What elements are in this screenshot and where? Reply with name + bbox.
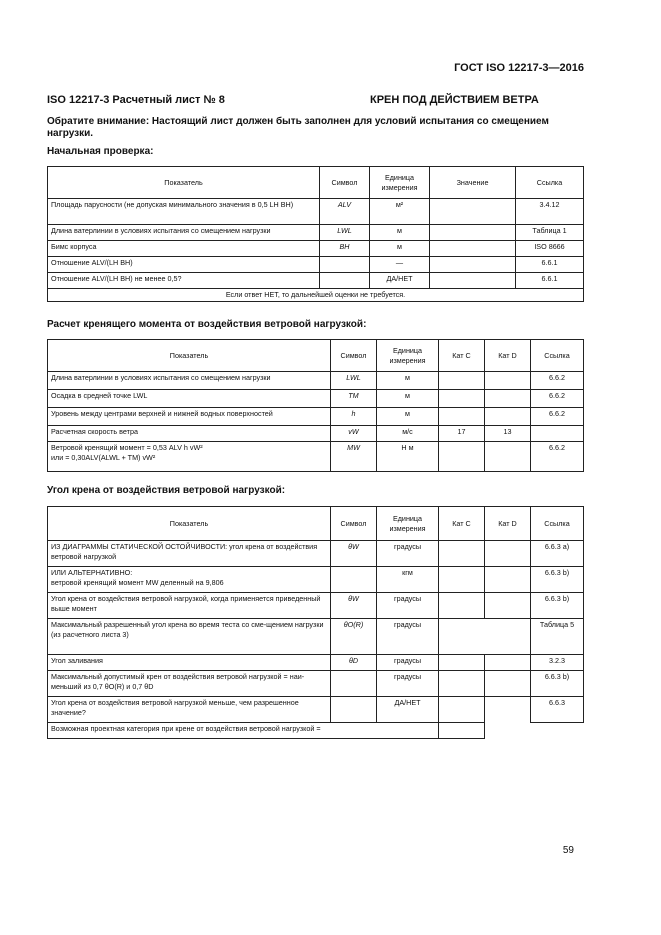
column-header: Единица измерения: [377, 340, 439, 372]
column-header: Показатель: [48, 167, 320, 199]
row-unit: м²: [370, 199, 430, 225]
row-symbol: h: [331, 408, 377, 426]
row-symbol: [331, 567, 377, 593]
table-row: [48, 541, 584, 567]
cat-c-value[interactable]: [439, 390, 485, 408]
cat-c-value[interactable]: [439, 442, 485, 472]
row-value[interactable]: [430, 273, 516, 289]
section3-title: Угол крена от воздействия ветровой нагрузкой:: [47, 485, 286, 496]
row-label: Длина ватерлинии в условиях испытания со смещением нагрузки: [48, 225, 320, 241]
row-unit: м: [370, 225, 430, 241]
final-value[interactable]: [439, 723, 485, 739]
row-symbol: BH: [320, 241, 370, 257]
row-unit: м: [377, 408, 439, 426]
row-value[interactable]: [430, 225, 516, 241]
row-label: Бимс корпуса: [48, 241, 320, 257]
table-row: [48, 567, 584, 593]
initial-check-table: [47, 166, 584, 302]
table-row: [48, 671, 584, 697]
row-reference: 6.6.1: [516, 273, 584, 289]
row-unit: м: [377, 372, 439, 390]
footer-note: Если ответ НЕТ, то дальнейшей оценки не требуется.: [48, 289, 584, 302]
table-row: [48, 225, 584, 241]
column-header: Ссылка: [531, 340, 584, 372]
row-reference: 6.6.2: [531, 442, 584, 472]
table-row: [48, 241, 584, 257]
column-header: Кат D: [485, 507, 531, 541]
table-row: [48, 199, 584, 225]
row-unit: м: [370, 241, 430, 257]
row-label: Максимальный разрешенный угол крена во время теста со сме-щением нагрузки (из расчетного листа 3): [48, 619, 331, 655]
row-label: Отношение ALV/(LH BH): [48, 257, 320, 273]
row-label: Угол крена от воздействия ветровой нагрузкой меньше, чем разрешенное значение?: [48, 697, 331, 723]
table-row: [48, 442, 584, 472]
table-row: [48, 372, 584, 390]
row-label: ИЗ ДИАГРАММЫ СТАТИЧЕСКОЙ ОСТОЙЧИВОСТИ: угол крена от воздействия ветровой нагрузкой: [48, 541, 331, 567]
row-symbol: [320, 257, 370, 273]
cat-d-value[interactable]: [485, 390, 531, 408]
section2-title: Расчет кренящего момента от воздействия ветровой нагрузкой:: [47, 319, 367, 330]
row-symbol: LWL: [320, 225, 370, 241]
cat-d-value[interactable]: [485, 408, 531, 426]
row-unit: градусы: [377, 541, 439, 567]
sheet-title: ISO 12217-3 Расчетный лист № 8: [47, 94, 225, 106]
cat-c-value[interactable]: [439, 593, 485, 619]
final-label: Возможная проектная категория при крене от воздействия ветровой нагрузкой =: [48, 723, 439, 739]
row-unit: ДА/НЕТ: [370, 273, 430, 289]
row-symbol: θO(R): [331, 619, 377, 655]
row-reference: 6.6.3: [531, 697, 584, 723]
column-header: Кат D: [485, 340, 531, 372]
header-row: [48, 340, 584, 372]
heeling-moment-table: [47, 339, 584, 472]
row-symbol: [331, 671, 377, 697]
row-value[interactable]: [430, 199, 516, 225]
row-label: ИЛИ АЛЬТЕРНАТИВНО: ветровой кренящий момент MW деленный на 9,806: [48, 567, 331, 593]
table-row: [48, 593, 584, 619]
cat-c-value[interactable]: [439, 567, 485, 593]
table-row: [48, 273, 584, 289]
column-header: Значение: [430, 167, 516, 199]
empty-cell: [485, 697, 531, 723]
heel-angle-table: [47, 506, 584, 739]
row-label: Угол заливания: [48, 655, 331, 671]
row-reference: ISO 8666: [516, 241, 584, 257]
row-reference: 6.6.3 b): [531, 593, 584, 619]
row-reference: 6.6.2: [531, 372, 584, 390]
row-label: Площадь парусности (не допуская минимального значения в 0,5 LH BH): [48, 199, 320, 225]
standard-number: ГОСТ ISO 12217-3—2016: [454, 62, 584, 74]
header-row: [48, 507, 584, 541]
table-row: [48, 390, 584, 408]
cat-c-value[interactable]: [439, 671, 485, 697]
row-symbol: vW: [331, 426, 377, 442]
row-unit: м: [377, 390, 439, 408]
row-label: Уровень между центрами верхней и нижней водных поверхностей: [48, 408, 331, 426]
note-text: Обратите внимание: Настоящий лист должен быть заполнен для условий испытания со смещением нагрузки.: [47, 116, 549, 139]
row-symbol: [320, 273, 370, 289]
column-header: Показатель: [48, 507, 331, 541]
answer-value[interactable]: [439, 697, 485, 723]
row-reference: 6.6.1: [516, 257, 584, 273]
row-reference: Таблица 5: [531, 619, 584, 655]
table-row: [48, 426, 584, 442]
row-value[interactable]: [430, 241, 516, 257]
row-reference: 6.6.2: [531, 390, 584, 408]
column-header: Символ: [331, 507, 377, 541]
row-unit: градусы: [377, 655, 439, 671]
row-symbol: θD: [331, 655, 377, 671]
column-header: Единица измерения: [377, 507, 439, 541]
table-row: [48, 619, 584, 655]
merged-value[interactable]: [439, 619, 531, 655]
cat-c-value[interactable]: [439, 408, 485, 426]
row-symbol: LWL: [331, 372, 377, 390]
row-label: Максимальный допустимый крен от воздействия ветровой нагрузкой = наи-меньший из 0,7 θO(R) и 0,7 θD: [48, 671, 331, 697]
row-label: Расчетная скорость ветра: [48, 426, 331, 442]
row-symbol: MW: [331, 442, 377, 472]
cat-d-value[interactable]: [485, 372, 531, 390]
row-unit: градусы: [377, 671, 439, 697]
table-row: [48, 257, 584, 273]
row-unit: градусы: [377, 619, 439, 655]
row-label: Угол крена от воздействия ветровой нагрузкой, когда применяется приведенный выше момент: [48, 593, 331, 619]
cat-d-value[interactable]: [485, 671, 531, 697]
row-unit: кгм: [377, 567, 439, 593]
empty-cell: [485, 723, 531, 739]
row-reference: 3.4.12: [516, 199, 584, 225]
column-header: Единица измерения: [370, 167, 430, 199]
row-reference: 3.2.3: [531, 655, 584, 671]
column-header: Ссылка: [516, 167, 584, 199]
row-reference: Таблица 1: [516, 225, 584, 241]
footer-row: [48, 289, 584, 302]
table-row: [48, 697, 584, 723]
cat-c-value[interactable]: [439, 655, 485, 671]
row-reference: 6.6.3 b): [531, 671, 584, 697]
cat-c-value[interactable]: [439, 541, 485, 567]
cat-c-value[interactable]: [439, 372, 485, 390]
table-row: [48, 655, 584, 671]
row-unit: —: [370, 257, 430, 273]
cat-d-value[interactable]: [485, 541, 531, 567]
row-label: Отношение ALV/(LH BH) не менее 0,5?: [48, 273, 320, 289]
row-unit: Н м: [377, 442, 439, 472]
column-header: Символ: [331, 340, 377, 372]
column-header: Кат C: [439, 340, 485, 372]
row-symbol: θW: [331, 541, 377, 567]
column-header: Показатель: [48, 340, 331, 372]
final-row: [48, 723, 584, 739]
row-unit: градусы: [377, 593, 439, 619]
empty-cell: [531, 723, 584, 739]
header-row: [48, 167, 584, 199]
row-label: Осадка в средней точке LWL: [48, 390, 331, 408]
row-symbol: [331, 697, 377, 723]
row-reference: [531, 426, 584, 442]
row-unit: ДА/НЕТ: [377, 697, 439, 723]
cat-d-value[interactable]: [485, 655, 531, 671]
column-header: Кат C: [439, 507, 485, 541]
row-symbol: TM: [331, 390, 377, 408]
row-unit: м/с: [377, 426, 439, 442]
cat-d-value[interactable]: 13: [485, 426, 531, 442]
column-header: Ссылка: [531, 507, 584, 541]
cat-c-value[interactable]: 17: [439, 426, 485, 442]
section1-title: Начальная проверка:: [47, 146, 154, 157]
row-symbol: θW: [331, 593, 377, 619]
row-symbol: ALV: [320, 199, 370, 225]
row-label: Ветровой кренящий момент = 0,53 ALV h vW² или = 0,30ALV(ALWL + TM) vW²: [48, 442, 331, 472]
cat-d-value[interactable]: [485, 593, 531, 619]
page-number: 59: [562, 845, 574, 856]
row-reference: 6.6.3 a): [531, 541, 584, 567]
row-reference: 6.6.2: [531, 408, 584, 426]
row-value[interactable]: [430, 257, 516, 273]
column-header: Символ: [320, 167, 370, 199]
row-reference: 6.6.3 b): [531, 567, 584, 593]
page-heading: КРЕН ПОД ДЕЙСТВИЕМ ВЕТРА: [370, 94, 539, 106]
row-label: Длина ватерлинии в условиях испытания со смещением нагрузки: [48, 372, 331, 390]
table-row: [48, 408, 584, 426]
cat-d-value[interactable]: [485, 567, 531, 593]
cat-d-value[interactable]: [485, 442, 531, 472]
